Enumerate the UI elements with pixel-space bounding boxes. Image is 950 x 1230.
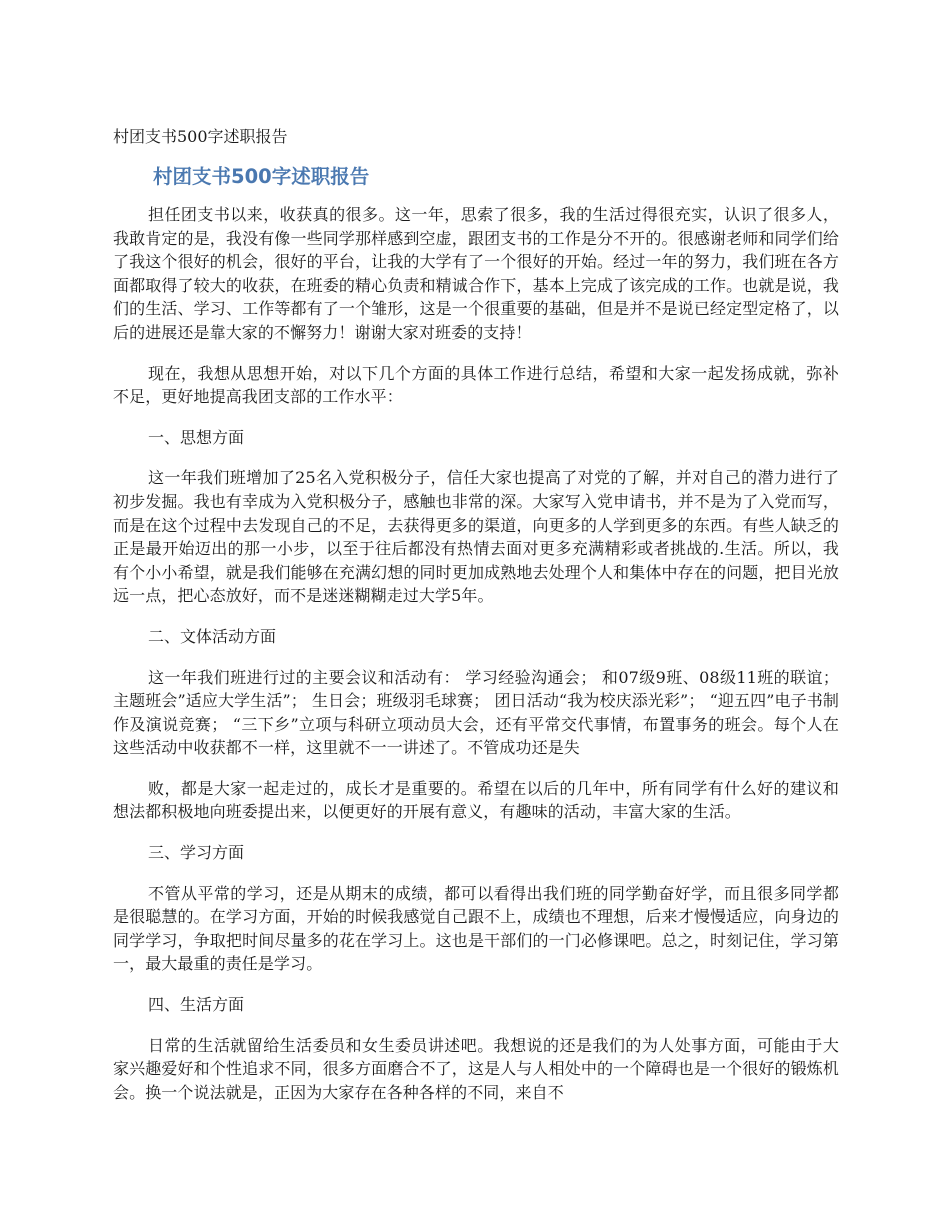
paragraph-life: 日常的生活就留给生活委员和女生委员讲述吧。我想说的还是我们的为人处事方面，可能由于大家兴趣爱好和个性追求不同，很多方面磨合不了，这是人与人相处中的一个障碍也是一个很好的锻炼机会。换一个说法就是，正因为大家存在各种各样的不同，来自不 (113, 1035, 839, 1102)
paragraph-intro: 担任团支书以来，收获真的很多。这一年，思索了很多，我的生活过得很充实，认识了很多人，我敢肯定的是，我没有像一些同学那样感到空虚，跟团支书的工作是分不开的。很感谢老师和同学们给了我这个很好的机会，很好的平台，让我的大学有了一个很好的开始。经过一年的努力，我们班在各方面都取得了较大的收获，在班委的精心负责和精诚合作下，基本上完成了该完成的工作。也就是说，我们的生活、学习、工作等都有了一个雏形，这是一个很重要的基础，但是并不是说已经定型定格了，以后的进展还是靠大家的不懈努力！谢谢大家对班委的支持！ (113, 205, 839, 342)
paragraph-summary: 现在，我想从思想开始，对以下几个方面的具体工作进行总结，希望和大家一起发扬成就，弥补不足，更好地提高我团支部的工作水平： (113, 363, 839, 407)
section-heading-thought: 一、思想方面 (148, 427, 245, 447)
paragraph-activities: 这一年我们班进行过的主要会议和活动有： 学习经验沟通会； 和07级9班、08级11班的联谊；主题班会”适应大学生活”； 生日会；班级羽毛球赛； 团日活动“我为校庆添光彩”； “迎五四”电子书制作及演说竞赛； “三下乡”立项与科研立项动员大会，还有平常交代事情，布置事务的班会。每个人在这些活动中收获都不一样，这里就不一一讲述了。不管成功还是失 (113, 667, 839, 758)
document-header: 村团支书500字述职报告 (113, 127, 288, 146)
document-body (113, 203, 839, 1121)
section-heading-activities: 二、文体活动方面 (148, 626, 277, 646)
document-title: 村团支书500字述职报告 (153, 165, 370, 188)
paragraph-activities-continued: 败，都是大家一起走过的，成长才是重要的。希望在以后的几年中，所有同学有什么好的建议和想法都积极地向班委提出来，以便更好的开展有意义，有趣味的活动，丰富大家的生活。 (113, 778, 839, 822)
paragraph-thought: 这一年我们班增加了25名入党积极分子，信任大家也提高了对党的了解，并对自己的潜力进行了初步发掘。我也有幸成为入党积极分子，感触也非常的深。大家写入党申请书，并不是为了入党而写，而是在这个过程中去发现自己的不足，去获得更多的渠道，向更多的人学到更多的东西。有些人缺乏的正是最开始迈出的那一小步，以至于往后都没有热情去面对更多充满精彩或者挑战的.生活。所以，我有个小小希望，就是我们能够在充满幻想的同时更加成熟地去处理个人和集体中存在的问题，把目光放远一点，把心态放好，而不是迷迷糊糊走过大学5年。 (113, 468, 839, 606)
section-heading-study: 三、学习方面 (148, 843, 245, 863)
section-heading-life: 四、生活方面 (148, 995, 245, 1015)
paragraph-study: 不管从平常的学习，还是从期末的成绩，都可以看得出我们班的同学勤奋好学，而且很多同学都是很聪慧的。在学习方面，开始的时候我感觉自己跟不上，成绩也不理想，后来才慢慢适应，向身边的同学学习，争取把时间尽量多的花在学习上。这也是干部们的一门必修课吧。总之，时刻记住，学习第一，最大最重的责任是学习。 (113, 883, 839, 974)
